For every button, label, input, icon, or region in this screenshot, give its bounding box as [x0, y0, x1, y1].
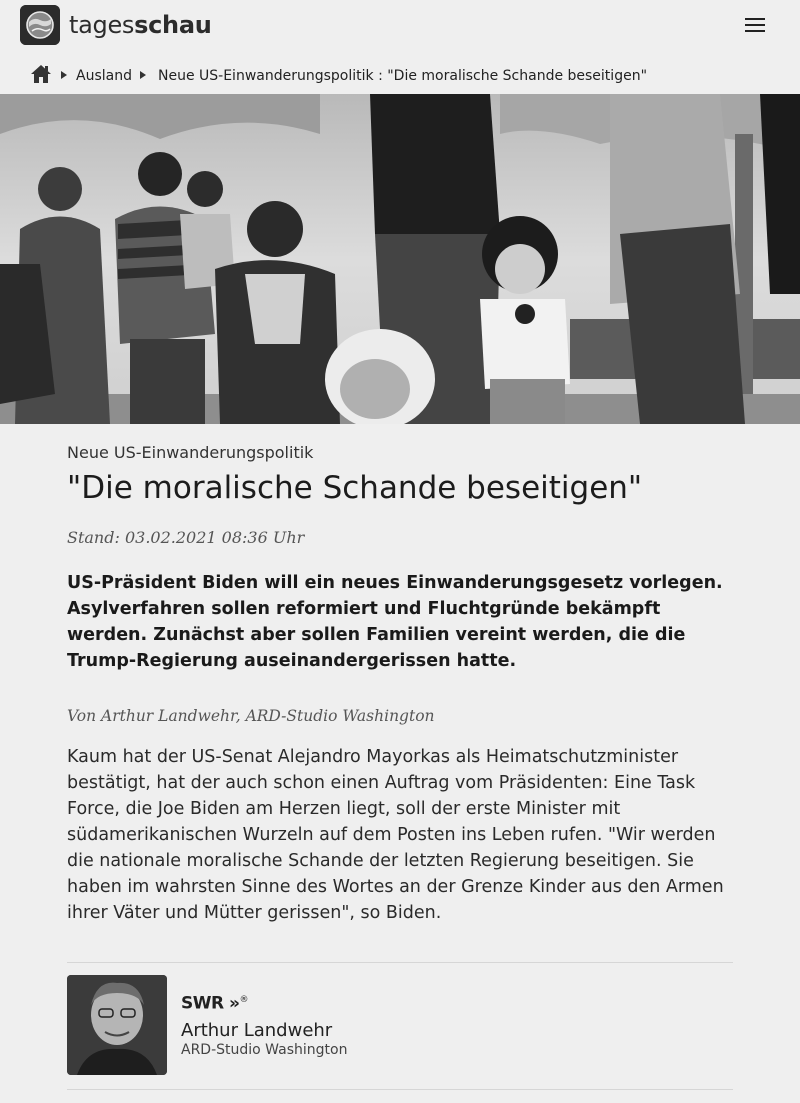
- hero-image: [0, 94, 800, 424]
- article-timestamp: Stand: 03.02.2021 08:36 Uhr: [67, 528, 305, 547]
- swr-arrows-icon: »: [229, 993, 240, 1014]
- article-kicker: Neue US-Einwanderungspolitik: [67, 443, 314, 462]
- article-body-paragraph: Kaum hat der US-Senat Alejandro Mayorkas als Heimatschutzminister bestätigt, hat der auch schon einen Auftrag vom Präsidenten: Eine Task Force, die Joe Biden am Herzen liegt, soll der erste Minister mit südamerikanischen Wurzeln auf dem Posten ins Leben rufen. "Wir werden die nationale moralische Schande der letzten Regierung beseitigen. Sie haben im wahrsten Sinne des Wortes an der Grenze Kinder aus den Armen ihrer Väter und Mütter gerissen", so Biden.: [67, 747, 724, 923]
- site-header: [0, 0, 800, 50]
- divider: [67, 962, 733, 963]
- author-name[interactable]: Arthur Landwehr: [181, 1020, 333, 1041]
- home-icon[interactable]: [30, 64, 52, 84]
- logo-regular-part: tages: [69, 11, 135, 39]
- article-lead: US-Präsident Biden will ein neues Einwanderungsgesetz vorlegen. Asylverfahren sollen reformiert und Fluchtgründe bekämpft werden. Zunächst aber sollen Familien vereint werden, die die Trump-Regierung auseinandergerissen hatte.: [67, 573, 723, 671]
- breadcrumb-arrow-icon: [140, 71, 146, 79]
- registered-mark-icon: ®: [239, 995, 248, 1005]
- hamburger-menu-icon[interactable]: [740, 12, 770, 38]
- site-logo-text[interactable]: [69, 10, 212, 40]
- broadcaster-label: SWR: [181, 993, 224, 1014]
- breadcrumb-arrow-icon: [61, 71, 67, 79]
- breadcrumb-item-current: Neue US-Einwanderungspolitik : "Die moralische Schande beseitigen": [158, 68, 648, 84]
- author-photo[interactable]: [67, 975, 167, 1075]
- article-byline: Von Arthur Landwehr, ARD-Studio Washington: [67, 707, 435, 725]
- logo-bold-part: schau: [134, 11, 212, 39]
- divider: [67, 1089, 733, 1090]
- swr-logo: [181, 990, 248, 1014]
- author-studio: ARD-Studio Washington: [181, 1042, 348, 1058]
- tagesschau-logo-icon[interactable]: [20, 5, 60, 45]
- breadcrumb-item-ausland[interactable]: Ausland: [76, 68, 132, 84]
- breadcrumb: [0, 56, 800, 92]
- article-headline: "Die moralische Schande beseitigen": [67, 470, 643, 506]
